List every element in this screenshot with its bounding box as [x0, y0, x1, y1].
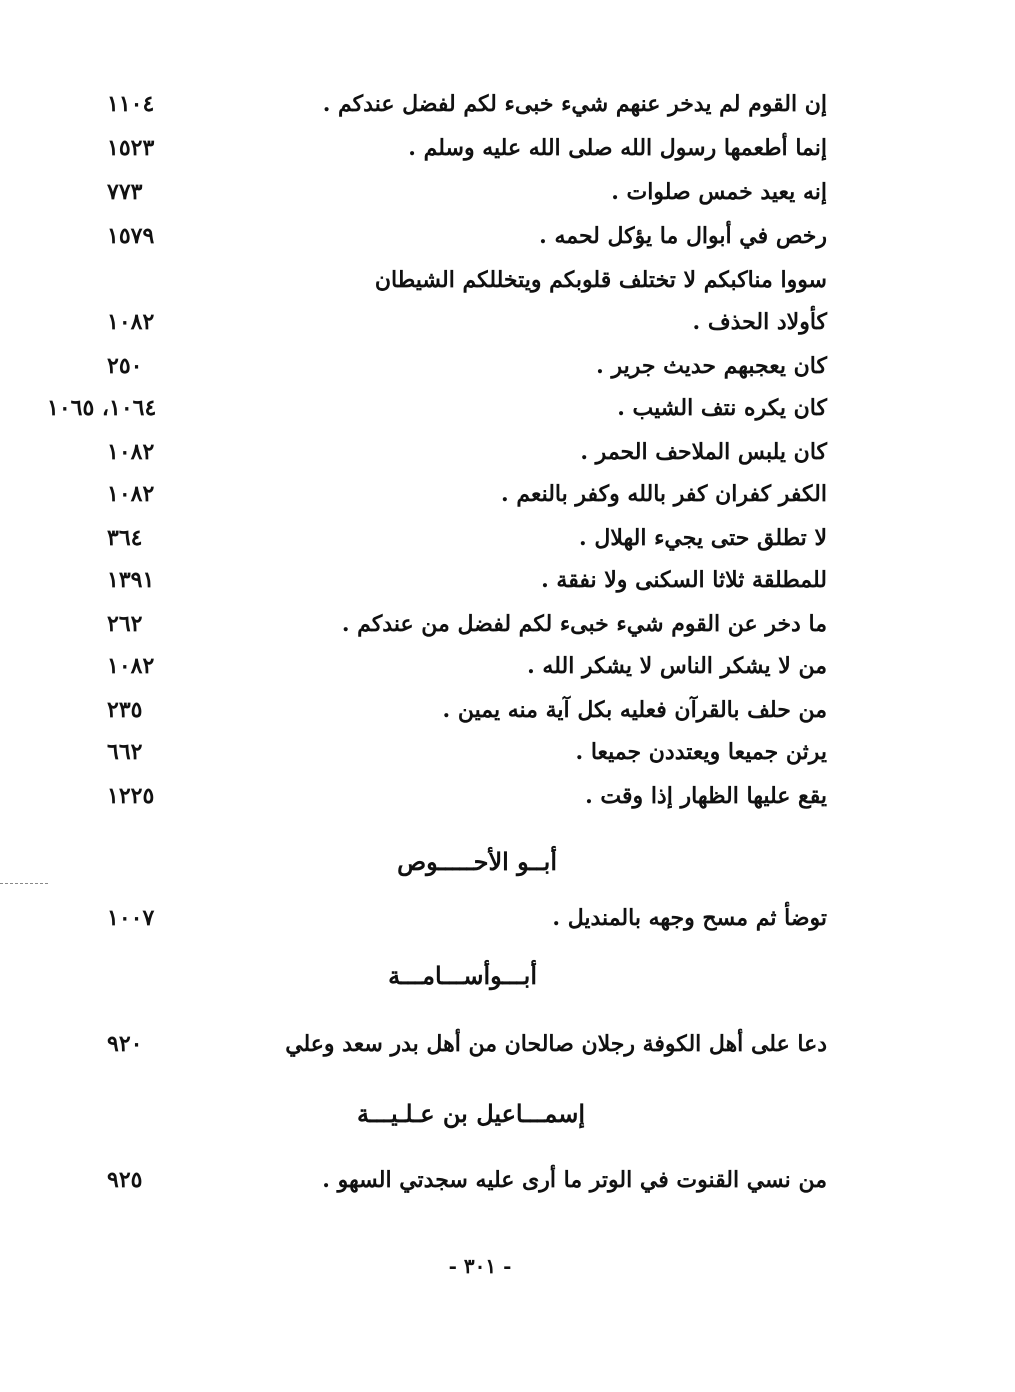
entry-number: ٩٢٥	[107, 1167, 143, 1193]
entry-text: كان يكره نتف الشيب .	[617, 395, 827, 421]
entry-text: إنما أطعمها رسول الله صلى الله عليه وسلم .	[408, 135, 827, 161]
entry-number: ١٢٢٥	[107, 783, 155, 809]
entry-number: ٢٦٢	[107, 611, 143, 637]
entry-number: ١١٠٤	[107, 91, 155, 117]
entry-number: ٧٧٣	[107, 179, 143, 205]
narrator-heading: إسمـــاعيل بن عـلـيـــة	[357, 1099, 585, 1128]
index-entry	[107, 260, 827, 300]
entry-text: من لا يشكر الناس لا يشكر الله .	[527, 653, 827, 679]
index-entry	[107, 474, 827, 514]
index-entry	[107, 776, 827, 816]
entry-text: كأولاد الحذف .	[692, 309, 827, 335]
entry-number: ٦٦٢	[107, 739, 143, 765]
entry-number: ١٠٨٢	[107, 481, 155, 507]
index-entry	[107, 646, 827, 686]
entry-text: دعا على أهل الكوفة رجلان صالحان من أهل بدر سعد وعلي	[285, 1031, 827, 1057]
entry-text: سووا مناكبكم لا تختلف قلوبكم ويتخللكم الشيطان	[374, 267, 827, 293]
index-entry	[107, 732, 827, 772]
entry-number: ٣٦٤	[107, 525, 143, 551]
entry-text: إنه يعيد خمس صلوات .	[611, 179, 827, 205]
entry-text: كان يلبس الملاحف الحمر .	[580, 439, 827, 465]
page-number: - ٣٠١ -	[448, 1254, 512, 1278]
index-entry	[107, 518, 827, 558]
index-entry	[107, 690, 827, 730]
index-entry	[107, 560, 827, 600]
narrator-heading: أبـــوأســـامـــة	[388, 961, 537, 990]
narrator-heading: أبــو الأحـــــوص	[397, 847, 557, 876]
index-entry	[107, 604, 827, 644]
entry-text: توضأ ثم مسح وجهه بالمنديل .	[552, 905, 827, 931]
entry-text: ما دخر عن القوم شيء خبىء لكم لفضل من عندكم .	[341, 611, 827, 637]
index-entry	[47, 388, 827, 428]
scan-mark	[0, 883, 48, 886]
entry-text: من حلف بالقرآن فعليه بكل آية منه يمين .	[442, 697, 827, 723]
entry-number: ١٠٨٢	[107, 439, 155, 465]
entry-number: ١٠٨٢	[107, 309, 155, 335]
index-entry	[107, 346, 827, 386]
entry-text: لا تطلق حتى يجيء الهلال .	[579, 525, 827, 551]
index-entry	[107, 432, 827, 472]
index-entry	[107, 128, 827, 168]
index-entry	[107, 898, 827, 938]
entry-text: الكفر كفران كفر بالله وكفر بالنعم .	[501, 481, 827, 507]
entry-number: ١٣٩١	[107, 567, 155, 593]
index-entry	[107, 302, 827, 342]
entry-number: ٢٣٥	[107, 697, 143, 723]
entry-text: إن القوم لم يدخر عنهم شيء خبىء لكم لفضل عندكم .	[322, 91, 827, 117]
entry-text: رخص في أبوال ما يؤكل لحمه .	[539, 223, 827, 249]
entry-text: للمطلقة ثلاثا السكنى ولا نفقة .	[541, 567, 827, 593]
entry-text: من نسي القنوت في الوتر ما أرى عليه سجدتي السهو .	[322, 1167, 827, 1193]
index-entry	[107, 172, 827, 212]
index-entry	[107, 216, 827, 256]
index-entry	[107, 84, 827, 124]
index-entry	[107, 1160, 827, 1200]
entry-number: ١٠٦٤، ١٠٦٥	[47, 395, 157, 421]
entry-text: كان يعجبهم حديث جرير .	[596, 353, 827, 379]
entry-text: يقع عليها الظهار إذا وقت .	[585, 783, 827, 809]
entry-number: ١٥٧٩	[107, 223, 155, 249]
entry-number: ١٠٠٧	[107, 905, 155, 931]
entry-number: ١٥٢٣	[107, 135, 155, 161]
index-entry	[107, 1024, 827, 1064]
entry-text: يرثن جميعا ويعتددن جميعا .	[575, 739, 827, 765]
entry-number: ١٠٨٢	[107, 653, 155, 679]
entry-number: ٩٢٠	[107, 1031, 143, 1057]
entry-number: ٢٥٠	[107, 353, 143, 379]
